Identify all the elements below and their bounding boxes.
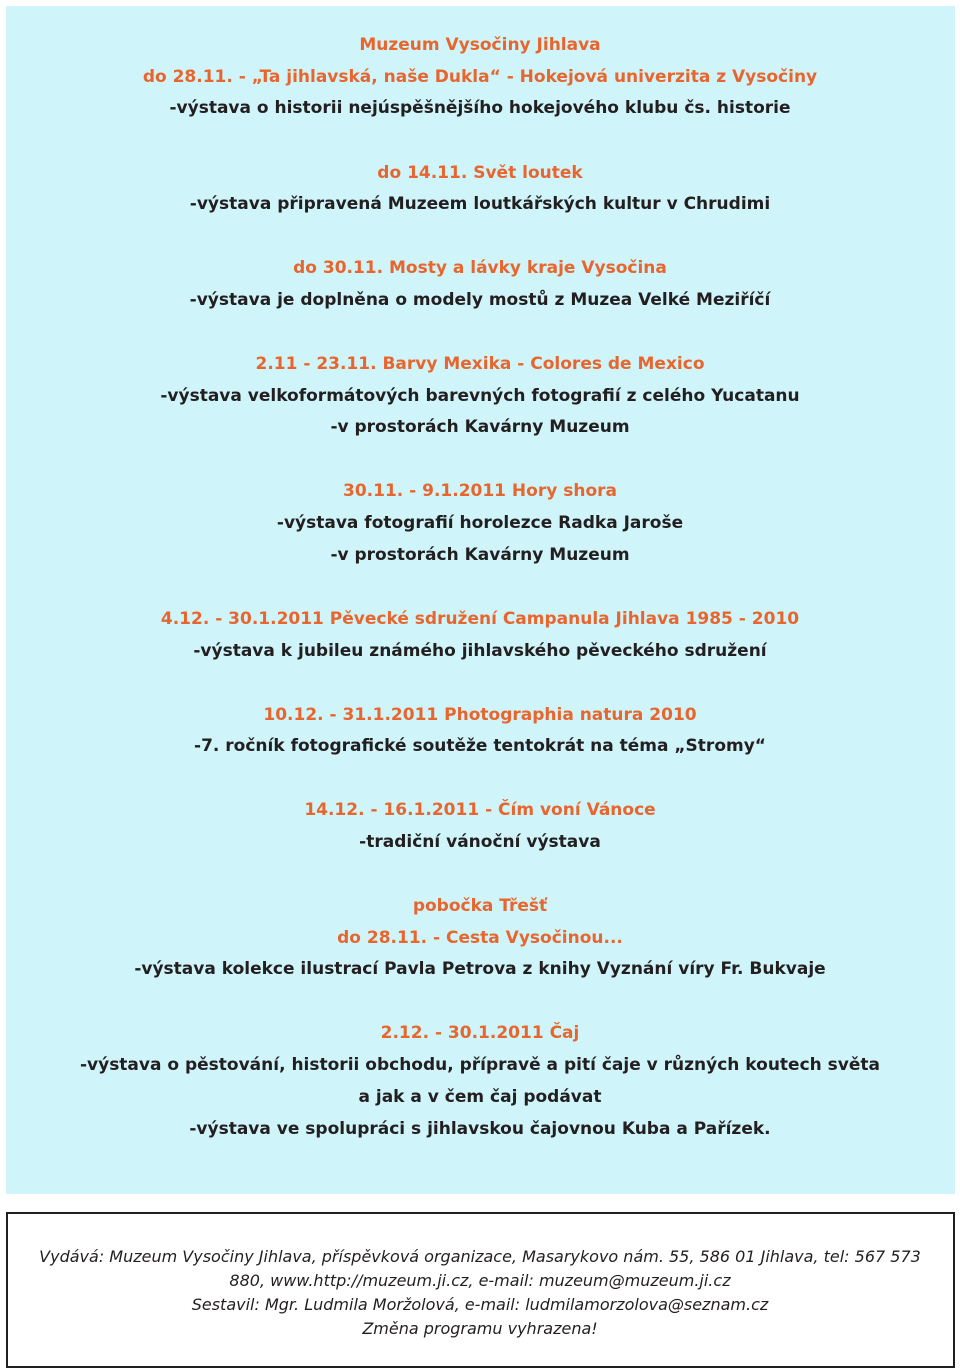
event-title: 14.12. - 16.1.2011 - Čím voní Vánoce [304, 800, 656, 820]
event-description: -v prostorách Kavárny Muzeum [330, 417, 630, 437]
event-description: -7. ročník fotografické soutěže tentokrát na téma „Stromy“ [194, 736, 766, 756]
event-title: 2.11 - 23.11. Barvy Mexika - Colores de Mexico [255, 354, 705, 374]
event-description: -výstava velkoformátových barevných fotografií z celého Yucatanu [160, 386, 800, 406]
event-description: -výstava fotografií horolezce Radka Jaroše [276, 513, 684, 533]
event-title: do 14.11. Svět loutek [377, 163, 583, 183]
event-description: -výstava připravená Muzeem loutkářských kultur v Chrudimi [189, 194, 771, 214]
event-title: 4.12. - 30.1.2011 Pěvecké sdružení Campanula Jihlava 1985 - 2010 [160, 609, 800, 629]
program-change-notice: Změna programu vyhrazena! [362, 1319, 598, 1338]
event-title: do 28.11. - „Ta jihlavská, naše Dukla“ - Hokejová univerzita z Vysočiny [142, 67, 818, 87]
event-description: -výstava k jubileu známého jihlavského pěveckého sdružení [193, 641, 767, 661]
event-description: -výstava o pěstování, historii obchodu, přípravě a pití čaje v různých koutech světa [79, 1055, 881, 1075]
branch-title: pobočka Třešť [412, 896, 548, 916]
event-title: do 28.11. - Cesta Vysočinou... [337, 928, 623, 948]
event-description: a jak a v čem čaj podávat [358, 1087, 602, 1107]
program-panel [6, 6, 955, 1194]
event-description: -výstava kolekce ilustrací Pavla Petrova z knihy Vyznání víry Fr. Bukvaje [134, 959, 826, 979]
event-title: do 30.11. Mosty a lávky kraje Vysočina [293, 258, 667, 278]
publisher-contact: 880, www.http://muzeum.ji.cz, e-mail: muzeum@muzeum.ji.cz [229, 1271, 731, 1290]
event-description: -výstava ve spolupráci s jihlavskou čajovnou Kuba a Pařízek. [189, 1119, 771, 1139]
compiler-info: Sestavil: Mgr. Ludmila Moržolová, e-mail: ludmilamorzolova@seznam.cz [191, 1295, 769, 1314]
event-title: 30.11. - 9.1.2011 Hory shora [343, 481, 617, 501]
publisher-info: Vydává: Muzeum Vysočiny Jihlava, příspěvková organizace, Masarykovo nám. 55, 586 01 Jihlava, tel: 567 573 [39, 1247, 921, 1266]
museum-title: Muzeum Vysočiny Jihlava [359, 35, 601, 55]
event-description: -výstava je doplněna o modely mostů z Muzea Velké Meziříčí [189, 290, 771, 310]
event-title: 10.12. - 31.1.2011 Photographia natura 2010 [263, 705, 697, 725]
event-description: -výstava o historii nejúspěšnějšího hokejového klubu čs. historie [169, 98, 791, 118]
event-title: 2.12. - 30.1.2011 Čaj [380, 1023, 580, 1043]
event-description: -v prostorách Kavárny Muzeum [330, 545, 630, 565]
event-description: -tradiční vánoční výstava [359, 832, 601, 852]
